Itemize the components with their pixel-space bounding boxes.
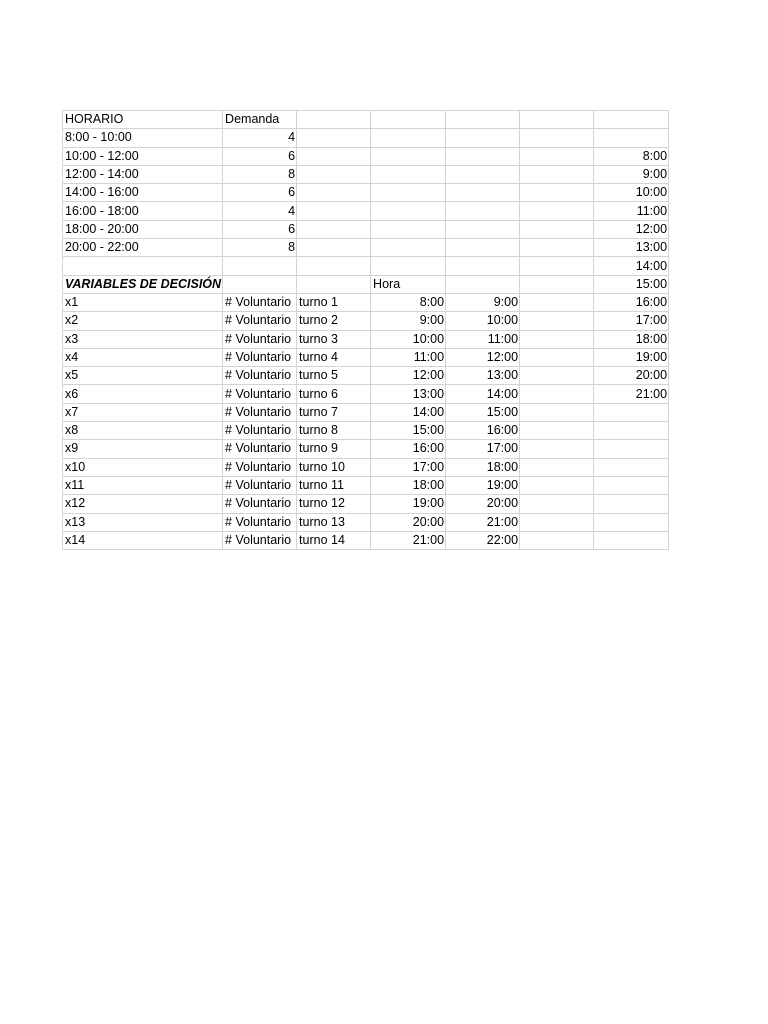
table-cell[interactable] bbox=[520, 348, 594, 366]
table-cell[interactable] bbox=[297, 257, 371, 275]
table-cell[interactable]: turno 2 bbox=[297, 312, 371, 330]
table-cell[interactable]: 8 bbox=[223, 239, 297, 257]
table-cell[interactable]: # Voluntario bbox=[223, 495, 297, 513]
table-cell[interactable] bbox=[594, 476, 669, 494]
table-cell[interactable]: 14:00 bbox=[446, 385, 520, 403]
table-cell[interactable]: # Voluntario bbox=[223, 330, 297, 348]
table-cell[interactable] bbox=[446, 111, 520, 129]
table-row bbox=[63, 147, 669, 165]
table-cell[interactable] bbox=[223, 275, 297, 293]
table-cell[interactable] bbox=[297, 129, 371, 147]
table-cell[interactable]: x13 bbox=[63, 513, 223, 531]
table-cell[interactable] bbox=[371, 111, 446, 129]
table-cell[interactable] bbox=[520, 165, 594, 183]
table-cell[interactable]: turno 1 bbox=[297, 293, 371, 311]
table-cell[interactable]: 18:00 - 20:00 bbox=[63, 220, 223, 238]
table-cell[interactable] bbox=[594, 513, 669, 531]
table-cell[interactable]: x1 bbox=[63, 293, 223, 311]
table-cell[interactable]: turno 9 bbox=[297, 440, 371, 458]
table-cell[interactable] bbox=[594, 440, 669, 458]
table-cell[interactable]: 17:00 bbox=[371, 458, 446, 476]
table-cell[interactable]: 21:00 bbox=[371, 531, 446, 549]
table-row bbox=[63, 403, 669, 421]
table-cell[interactable] bbox=[594, 403, 669, 421]
table-cell[interactable]: turno 7 bbox=[297, 403, 371, 421]
table-cell[interactable] bbox=[446, 147, 520, 165]
table-cell[interactable] bbox=[520, 202, 594, 220]
table-row bbox=[63, 275, 669, 293]
table-cell[interactable] bbox=[520, 403, 594, 421]
table-row bbox=[63, 367, 669, 385]
table-cell[interactable]: 4 bbox=[223, 129, 297, 147]
table-cell[interactable]: 20:00 bbox=[594, 367, 669, 385]
table-cell[interactable] bbox=[446, 184, 520, 202]
table-cell[interactable] bbox=[520, 476, 594, 494]
table-cell[interactable] bbox=[371, 220, 446, 238]
table-cell[interactable] bbox=[446, 239, 520, 257]
table-cell[interactable]: 6 bbox=[223, 220, 297, 238]
table-cell[interactable]: turno 12 bbox=[297, 495, 371, 513]
table-cell[interactable]: turno 4 bbox=[297, 348, 371, 366]
table-cell[interactable]: 12:00 - 14:00 bbox=[63, 165, 223, 183]
table-cell[interactable]: 14:00 bbox=[594, 257, 669, 275]
table-cell[interactable] bbox=[520, 385, 594, 403]
table-cell[interactable]: x6 bbox=[63, 385, 223, 403]
table-cell[interactable]: 11:00 bbox=[594, 202, 669, 220]
table-cell[interactable]: 4 bbox=[223, 202, 297, 220]
table-cell[interactable]: x9 bbox=[63, 440, 223, 458]
table-cell[interactable]: 19:00 bbox=[446, 476, 520, 494]
table-cell[interactable] bbox=[297, 147, 371, 165]
table-cell[interactable] bbox=[594, 129, 669, 147]
table-cell[interactable]: 11:00 bbox=[371, 348, 446, 366]
table-cell[interactable] bbox=[594, 422, 669, 440]
table-cell[interactable]: # Voluntario bbox=[223, 403, 297, 421]
table-cell[interactable]: 16:00 bbox=[594, 293, 669, 311]
table-row bbox=[63, 257, 669, 275]
table-cell[interactable]: 19:00 bbox=[371, 495, 446, 513]
table-cell[interactable] bbox=[594, 458, 669, 476]
table-cell[interactable]: 10:00 - 12:00 bbox=[63, 147, 223, 165]
table-cell[interactable]: x10 bbox=[63, 458, 223, 476]
table-cell[interactable]: 16:00 bbox=[446, 422, 520, 440]
table-cell[interactable] bbox=[371, 257, 446, 275]
table-cell[interactable]: turno 13 bbox=[297, 513, 371, 531]
table-cell[interactable]: turno 14 bbox=[297, 531, 371, 549]
table-cell[interactable]: 11:00 bbox=[446, 330, 520, 348]
table-cell[interactable] bbox=[520, 293, 594, 311]
spreadsheet-table bbox=[62, 110, 669, 550]
table-cell[interactable] bbox=[520, 257, 594, 275]
table-row bbox=[63, 129, 669, 147]
table-cell[interactable] bbox=[520, 239, 594, 257]
table-cell[interactable]: 8:00 - 10:00 bbox=[63, 129, 223, 147]
table-cell[interactable] bbox=[371, 202, 446, 220]
table-cell[interactable]: 15:00 bbox=[371, 422, 446, 440]
table-cell[interactable]: 19:00 bbox=[594, 348, 669, 366]
table-cell[interactable] bbox=[520, 147, 594, 165]
table-cell[interactable] bbox=[371, 165, 446, 183]
table-cell[interactable] bbox=[520, 440, 594, 458]
table-cell[interactable]: 6 bbox=[223, 147, 297, 165]
table-cell[interactable] bbox=[594, 495, 669, 513]
table-cell[interactable]: 6 bbox=[223, 184, 297, 202]
table-row bbox=[63, 513, 669, 531]
table-cell[interactable]: 22:00 bbox=[446, 531, 520, 549]
table-cell[interactable]: 9:00 bbox=[446, 293, 520, 311]
table-cell[interactable] bbox=[297, 111, 371, 129]
table-cell[interactable]: 18:00 bbox=[446, 458, 520, 476]
table-cell[interactable]: # Voluntario bbox=[223, 293, 297, 311]
table-cell[interactable] bbox=[446, 220, 520, 238]
table-cell[interactable]: 12:00 bbox=[594, 220, 669, 238]
table-cell[interactable]: 20:00 bbox=[371, 513, 446, 531]
table-cell[interactable]: x11 bbox=[63, 476, 223, 494]
table-row bbox=[63, 531, 669, 549]
table-cell[interactable]: 13:00 bbox=[594, 239, 669, 257]
table-cell[interactable]: x14 bbox=[63, 531, 223, 549]
table-cell[interactable] bbox=[297, 220, 371, 238]
table-cell[interactable] bbox=[594, 111, 669, 129]
table-cell[interactable] bbox=[371, 184, 446, 202]
table-cell[interactable]: # Voluntario bbox=[223, 422, 297, 440]
table-cell[interactable]: 10:00 bbox=[594, 184, 669, 202]
table-cell[interactable]: # Voluntario bbox=[223, 312, 297, 330]
table-cell[interactable]: x2 bbox=[63, 312, 223, 330]
table-cell[interactable] bbox=[297, 202, 371, 220]
table-cell[interactable]: # Voluntario bbox=[223, 476, 297, 494]
table-cell[interactable] bbox=[371, 129, 446, 147]
table-cell[interactable] bbox=[594, 531, 669, 549]
table-cell[interactable] bbox=[520, 312, 594, 330]
table-cell[interactable] bbox=[446, 257, 520, 275]
table-cell[interactable]: 17:00 bbox=[594, 312, 669, 330]
spreadsheet-body bbox=[63, 111, 669, 550]
table-cell[interactable]: 10:00 bbox=[446, 312, 520, 330]
table-cell[interactable] bbox=[223, 257, 297, 275]
table-cell[interactable]: # Voluntario bbox=[223, 348, 297, 366]
table-cell[interactable]: 9:00 bbox=[594, 165, 669, 183]
table-row bbox=[63, 293, 669, 311]
table-row bbox=[63, 111, 669, 129]
table-row bbox=[63, 495, 669, 513]
table-cell[interactable]: Hora bbox=[371, 275, 446, 293]
table-row bbox=[63, 220, 669, 238]
table-cell[interactable]: turno 10 bbox=[297, 458, 371, 476]
table-cell[interactable]: # Voluntario bbox=[223, 513, 297, 531]
table-cell[interactable]: # Voluntario bbox=[223, 367, 297, 385]
table-cell[interactable] bbox=[297, 239, 371, 257]
table-cell[interactable]: 16:00 bbox=[371, 440, 446, 458]
table-cell[interactable]: 8 bbox=[223, 165, 297, 183]
table-cell[interactable]: 18:00 bbox=[594, 330, 669, 348]
table-cell[interactable]: 14:00 bbox=[371, 403, 446, 421]
table-cell[interactable]: x12 bbox=[63, 495, 223, 513]
table-cell[interactable] bbox=[63, 257, 223, 275]
table-cell[interactable] bbox=[520, 513, 594, 531]
table-cell[interactable]: x8 bbox=[63, 422, 223, 440]
table-cell[interactable]: turno 3 bbox=[297, 330, 371, 348]
table-cell[interactable] bbox=[520, 129, 594, 147]
table-row bbox=[63, 312, 669, 330]
table-cell[interactable] bbox=[371, 239, 446, 257]
table-cell[interactable]: 18:00 bbox=[371, 476, 446, 494]
table-cell[interactable] bbox=[520, 330, 594, 348]
table-cell[interactable]: 9:00 bbox=[371, 312, 446, 330]
table-row bbox=[63, 330, 669, 348]
table-cell[interactable]: turno 5 bbox=[297, 367, 371, 385]
table-cell[interactable]: 14:00 - 16:00 bbox=[63, 184, 223, 202]
table-cell[interactable] bbox=[520, 422, 594, 440]
table-cell[interactable]: 17:00 bbox=[446, 440, 520, 458]
table-cell[interactable]: x7 bbox=[63, 403, 223, 421]
table-cell[interactable]: x4 bbox=[63, 348, 223, 366]
table-cell[interactable] bbox=[446, 165, 520, 183]
table-cell[interactable]: 8:00 bbox=[594, 147, 669, 165]
table-row bbox=[63, 348, 669, 366]
section-heading-cell[interactable]: VARIABLES DE DECISIÓN bbox=[63, 275, 223, 293]
table-cell[interactable]: # Voluntario bbox=[223, 458, 297, 476]
table-cell[interactable]: # Voluntario bbox=[223, 531, 297, 549]
table-cell[interactable]: 12:00 bbox=[446, 348, 520, 366]
table-cell[interactable]: 10:00 bbox=[371, 330, 446, 348]
table-cell[interactable]: turno 11 bbox=[297, 476, 371, 494]
table-cell[interactable] bbox=[520, 531, 594, 549]
table-cell[interactable]: # Voluntario bbox=[223, 385, 297, 403]
table-cell[interactable] bbox=[297, 184, 371, 202]
table-cell[interactable]: 16:00 - 18:00 bbox=[63, 202, 223, 220]
table-cell[interactable]: HORARIO bbox=[63, 111, 223, 129]
table-cell[interactable] bbox=[297, 275, 371, 293]
table-cell[interactable]: turno 6 bbox=[297, 385, 371, 403]
table-row bbox=[63, 202, 669, 220]
table-cell[interactable] bbox=[297, 165, 371, 183]
table-cell[interactable]: x3 bbox=[63, 330, 223, 348]
table-cell[interactable] bbox=[446, 129, 520, 147]
table-cell[interactable] bbox=[446, 202, 520, 220]
table-cell[interactable]: 15:00 bbox=[594, 275, 669, 293]
table-cell[interactable] bbox=[520, 111, 594, 129]
table-cell[interactable]: 8:00 bbox=[371, 293, 446, 311]
table-cell[interactable] bbox=[446, 275, 520, 293]
table-cell[interactable]: 12:00 bbox=[371, 367, 446, 385]
table-cell[interactable]: 20:00 bbox=[446, 495, 520, 513]
table-cell[interactable]: 13:00 bbox=[446, 367, 520, 385]
table-row bbox=[63, 184, 669, 202]
table-cell[interactable]: 15:00 bbox=[446, 403, 520, 421]
table-cell[interactable]: x5 bbox=[63, 367, 223, 385]
table-cell[interactable]: turno 8 bbox=[297, 422, 371, 440]
table-cell[interactable] bbox=[520, 220, 594, 238]
table-cell[interactable]: 20:00 - 22:00 bbox=[63, 239, 223, 257]
table-cell[interactable]: # Voluntario bbox=[223, 440, 297, 458]
table-cell[interactable] bbox=[520, 367, 594, 385]
table-row bbox=[63, 458, 669, 476]
table-cell[interactable]: 21:00 bbox=[446, 513, 520, 531]
table-row bbox=[63, 440, 669, 458]
table-cell[interactable] bbox=[520, 275, 594, 293]
table-cell[interactable]: 21:00 bbox=[594, 385, 669, 403]
table-cell[interactable]: 13:00 bbox=[371, 385, 446, 403]
table-row bbox=[63, 239, 669, 257]
table-cell[interactable] bbox=[520, 495, 594, 513]
table-row bbox=[63, 165, 669, 183]
table-cell[interactable] bbox=[520, 184, 594, 202]
table-cell[interactable] bbox=[371, 147, 446, 165]
table-row bbox=[63, 385, 669, 403]
table-row bbox=[63, 422, 669, 440]
table-cell[interactable]: Demanda bbox=[223, 111, 297, 129]
table-cell[interactable] bbox=[520, 458, 594, 476]
table-row bbox=[63, 476, 669, 494]
